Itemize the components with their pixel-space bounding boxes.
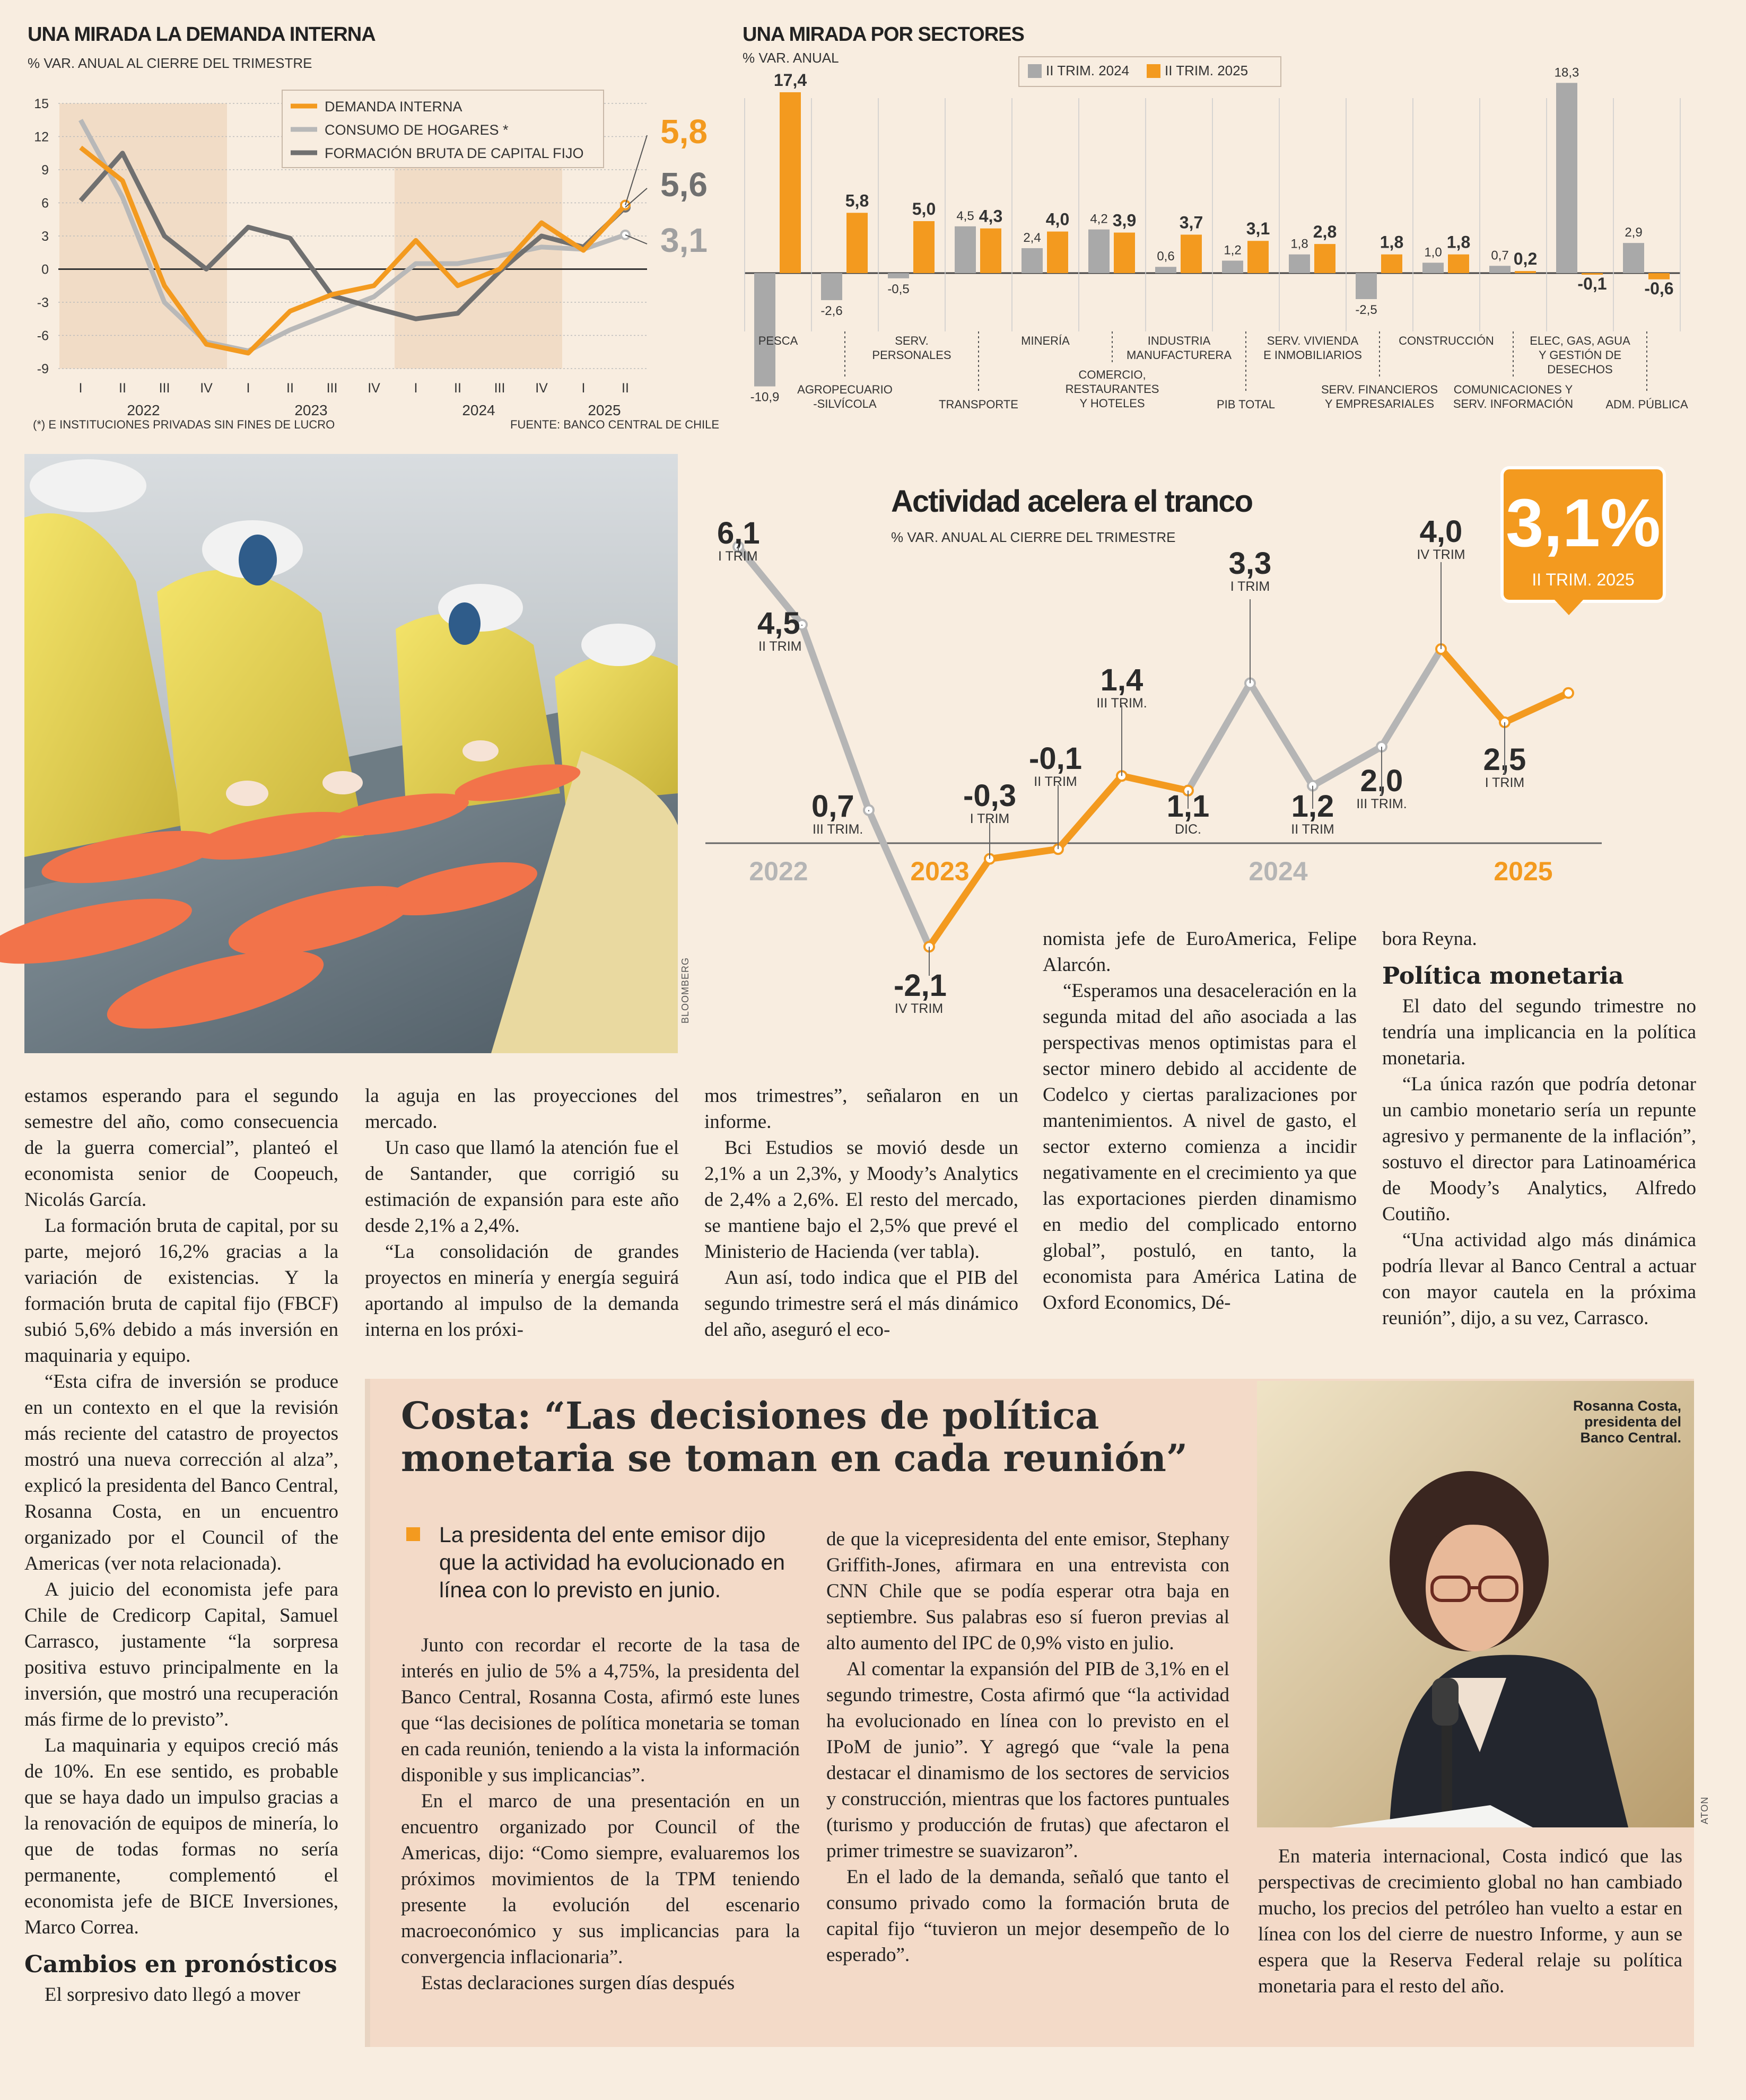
bar-2024 (1556, 83, 1577, 273)
activity-quarter-label: IV TRIM (1417, 547, 1465, 562)
end-leader (625, 235, 647, 244)
article-paragraph: la aguja en las proyecciones del mercado. (365, 1085, 679, 1133)
value-label-2024: 18,3 (1554, 65, 1579, 80)
photo-caption: Rosanna Costa, presidenta del Banco Central. (1573, 1398, 1681, 1446)
sector-label: PESCA (758, 334, 798, 347)
sidebar-column-2 (826, 1526, 1229, 1968)
highlight-value: 3,1% (1506, 485, 1661, 561)
y-tick-label: 9 (41, 163, 49, 178)
legend-label-2024: II TRIM. 2024 (1046, 63, 1130, 78)
value-label-2025: 3,1 (1246, 219, 1270, 239)
sector-label: COMERCIO, RESTAURANTES Y HOTELES (1065, 368, 1159, 410)
value-label-2025: 0,2 (1513, 249, 1538, 269)
demand-end-labels (625, 112, 708, 259)
activity-quarter-label: I TRIM (1485, 775, 1525, 790)
sector-label: PIB TOTAL (1216, 398, 1276, 411)
activity-quarter-label: I TRIM (1230, 579, 1270, 594)
sidebar-column-3 (1258, 1843, 1682, 1999)
x-tick-label: IV (200, 381, 213, 396)
demand-chart-title: UNA MIRADA LA DEMANDA INTERNA (28, 23, 376, 46)
activity-quarter-label: III TRIM. (813, 822, 863, 837)
activity-line-2025 (1441, 649, 1568, 722)
sector-label: SERV. VIVIENDA E INMOBILIARIOS (1263, 334, 1362, 362)
article-paragraph: “Una actividad algo más dinámica podría llevar al Banco Central a actuar con mayor cautela en la próxima reunión”, dijo, a su vez, Carrasco. (1382, 1229, 1696, 1329)
value-label-2024: 1,0 (1424, 245, 1442, 260)
activity-value-label: -2,1 (894, 968, 947, 1003)
activity-line-2024 (1188, 649, 1441, 791)
article-paragraph: mos trimestres”, señalaron en un informe. (704, 1085, 1018, 1133)
x-tick-label: IV (368, 381, 380, 396)
value-label-2024: -10,9 (750, 390, 780, 405)
article-column-2 (365, 1083, 679, 1343)
x-tick-label: I (246, 381, 250, 396)
year-label: 2023 (294, 402, 328, 418)
y-tick-label: -6 (37, 328, 49, 344)
value-label-2024: -2,6 (820, 303, 843, 318)
sector-label: ADM. PÚBLICA (1605, 398, 1688, 411)
sector-label: COMUNICACIONES Y SERV. INFORMACIÓN (1453, 383, 1574, 410)
y-tick-label: -3 (37, 295, 49, 310)
value-label-2024: 2,9 (1625, 225, 1643, 240)
activity-value-label: 2,5 (1483, 742, 1526, 777)
y-tick-label: 0 (41, 262, 49, 277)
y-tick-label: 12 (34, 129, 49, 145)
sector-label: AGROPECUARIO -SILVÍCOLA (797, 383, 893, 410)
bar-2025 (1515, 271, 1536, 273)
value-label-2024: 4,5 (956, 208, 974, 223)
article-column-1 (24, 1083, 338, 2008)
x-tick-label: II (119, 381, 126, 396)
bar-2024 (1222, 260, 1243, 273)
bar-2025 (1047, 232, 1068, 273)
value-label-2025: -0,6 (1644, 278, 1674, 298)
sidebar-paragraph: En el lado de la demanda, señaló que tanto el consumo privado como la formación bruta de capital fijo “tuvieron un mejor desempeño de lo esperado”. (826, 1866, 1229, 1966)
value-label-2025: 3,7 (1179, 213, 1203, 232)
costa-photo (1257, 1381, 1694, 1827)
article-paragraph: El sorpresivo dato llegó a mover (45, 1984, 300, 2006)
activity-value-label: 1,1 (1166, 789, 1210, 824)
sidebar-column-1 (401, 1632, 800, 1996)
demand-legend (282, 90, 604, 168)
y-tick-label: -9 (37, 362, 49, 377)
sector-bar-chart (737, 65, 1745, 435)
value-label-2025: -0,1 (1577, 274, 1607, 293)
end-leader (625, 188, 647, 207)
article-paragraph: El dato del segundo trimestre no tendría una implicancia en la política monetaria. (1382, 995, 1696, 1069)
x-tick-label: II (286, 381, 294, 396)
activity-value-label: 6,1 (717, 516, 760, 550)
bar-2025 (1181, 234, 1202, 273)
bar-2025 (1247, 241, 1269, 273)
activity-year-labels (749, 856, 1552, 886)
demand-chart-subtitle: % VAR. ANUAL AL CIERRE DEL TRIMESTRE (28, 55, 312, 71)
value-label-2024: 4,2 (1090, 212, 1108, 226)
value-label-2024: 2,4 (1023, 230, 1041, 245)
activity-highlight-box (1502, 468, 1664, 615)
costa-illustration (1257, 1381, 1694, 1827)
bar-2024 (1289, 255, 1310, 273)
article-paragraph: “Esperamos una desaceleración en la segunda mitad del año asociada a las perspectivas menos optimistas para el sector minero debido al accidente de Codelco y ciertas paralizaciones por mantenimientos. A nivel de gasto, el sector externo comienza a incidir negativamente en el crecimiento ya que las exportaciones pierden dinamismo en medio del complicado entorno global”, postuló, en tanto, la economista para América Latina de Oxford Economics, Dé- (1043, 980, 1357, 1314)
article-column-4 (1043, 926, 1357, 1316)
activity-quarter-label: IV TRIM (895, 1001, 944, 1016)
bar-2024 (955, 226, 976, 273)
value-label-2025: 4,3 (979, 206, 1003, 226)
value-label-2024: 0,7 (1491, 248, 1509, 263)
demand-line-chart (21, 80, 727, 418)
bar-2024 (1155, 267, 1176, 273)
article-paragraph: “Esta cifra de inversión se produce en un contexto en el que la revisión más reciente del catastro de proyectos mostró una nueva corrección al alza”, explicó la presidenta del Banco Central, Rosanna Costa, en un encuentro organizado por el Council of the Americas (ver nota relacionada). (24, 1371, 338, 1574)
article-paragraph: A juicio del economista jefe para Chile de Credicorp Capital, Samuel Carrasco, justamente “la sorpresa positiva estuvo principalmente en la inversión, que mostró una recuperación más firme de lo previsto”. (24, 1579, 338, 1730)
activity-quarter-label: II TRIM (758, 639, 802, 654)
highlight-label: II TRIM. 2025 (1532, 570, 1635, 589)
bar-2024 (821, 273, 842, 300)
bar-2025 (780, 92, 801, 273)
bar-2024 (1088, 230, 1110, 273)
value-label-2025: 3,9 (1112, 211, 1137, 230)
bar-2024 (1489, 266, 1511, 273)
legend-label-fbcf: FORMACIÓN BRUTA DE CAPITAL FIJO (325, 145, 584, 161)
article-paragraph: nomista jefe de EuroAmerica, Felipe Alarcón. (1043, 928, 1357, 976)
sidebar-lead-text: La presidenta del ente emisor dijo que la actividad ha evolucionado en línea con lo previsto en junio. (439, 1522, 785, 1602)
activity-value-label: 1,2 (1291, 789, 1334, 824)
article-paragraph: “La única razón que podría detonar un cambio monetario sería un repunte agresivo y permanente de la inflación”, sostuvo el director para Latinoamérica de Moody’s Analytics, Alfredo Coutiño. (1382, 1073, 1696, 1225)
activity-quarter-label: II TRIM (1034, 774, 1077, 789)
activity-value-label: 4,0 (1419, 514, 1463, 549)
end-value-label: 3,1 (660, 221, 708, 259)
value-label-2024: -2,5 (1355, 303, 1377, 317)
activity-chart-title: Actividad acelera el tranco (891, 484, 1252, 519)
article-paragraph: Aun así, todo indica que el PIB del segundo trimestre será el más dinámico del año, aseguró el eco- (704, 1267, 1018, 1341)
sector-label: SERV. PERSONALES (872, 334, 951, 362)
bar-2024 (1623, 243, 1644, 273)
value-label-2025: 4,0 (1045, 209, 1070, 229)
activity-value-label: 1,4 (1100, 663, 1143, 697)
bar-2025 (846, 213, 868, 273)
sidebar-paragraph: En materia internacional, Costa indicó que las perspectivas de crecimiento global no han cambiado mucho, los precios del petróleo han vuelto a estar en línea con los del cierre de nuestro Informe, y aun se espera que la Reserva Federal relaje su política monetaria para el resto del año. (1258, 1845, 1682, 1997)
article-paragraph: “La consolidación de grandes proyectos en minería y energía seguirá aportando al impulso de la demanda interna en los próxi- (365, 1241, 679, 1341)
sector-label: SERV. FINANCIEROS Y EMPRESARIALES (1321, 383, 1438, 410)
value-label-2024: 0,6 (1157, 249, 1175, 264)
bar-2025 (1381, 255, 1402, 273)
salmon-plant-photo (24, 454, 678, 1053)
year-label: 2024 (462, 402, 495, 418)
section-heading-politica: Política monetaria (1382, 962, 1624, 990)
x-tick-label: III (494, 381, 505, 396)
x-tick-label: I (414, 381, 418, 396)
activity-year-label: 2025 (1494, 856, 1553, 886)
sidebar-paragraph: de que la vicepresidenta del ente emisor, Stephany Griffith-Jones, afirmara en una entrevista con CNN Chile que se podía esperar otra baja en septiembre. Sus palabras eso sí fueron previas al alto aumento del IPC de 0,9% visto en julio. (826, 1528, 1229, 1654)
x-tick-label: I (581, 381, 586, 396)
bar-2025 (1314, 244, 1335, 273)
lead-bullet-icon (406, 1527, 420, 1541)
value-label-2025: 1,8 (1380, 232, 1404, 252)
activity-year-label: 2024 (1249, 856, 1308, 886)
end-value-label: 5,6 (660, 165, 708, 204)
article-paragraph: Bci Estudios se movió desde un 2,1% a un 2,3%, y Moody’s Analytics de 2,4% a 2,6%. El resto del mercado, se mantiene bajo el 2,5% que prevé el Ministerio de Hacienda (ver tabla). (704, 1137, 1018, 1263)
value-label-2025: 17,4 (773, 70, 807, 90)
demand-source: FUENTE: BANCO CENTRAL DE CHILE (510, 418, 720, 431)
activity-value-label: -0,1 (1029, 741, 1082, 776)
sector-chart-title: UNA MIRADA POR SECTORES (743, 23, 1024, 46)
value-label-2025: 2,8 (1313, 222, 1337, 242)
sidebar-box (365, 1379, 1265, 2047)
bar-2025 (980, 229, 1001, 273)
legend-label-demanda: DEMANDA INTERNA (325, 99, 462, 115)
activity-quarter-label: III TRIM. (1356, 797, 1407, 811)
article-paragraph: La formación bruta de capital, por su parte, mejoró 16,2% gracias a la variación de existencias. Y la formación bruta de capital fijo (FBCF) subió 5,6% debido a más inversión en maquinaria y equipo. (24, 1215, 338, 1367)
bar-2024 (1356, 273, 1377, 299)
article-paragraph: estamos esperando para el segundo semestre del año, como consecuencia de la guerra comercial”, planteó el economista senior de Coopeuch, Nicolás García. (24, 1085, 338, 1211)
sector-chart-subtitle: % VAR. ANUAL (743, 50, 839, 66)
article-paragraph: Un caso que llamó la atención fue el de Santander, que corrigió su estimación de expansión para este año desde 2,1% a 2,4%. (365, 1137, 679, 1237)
activity-value-label: -0,3 (963, 778, 1016, 813)
legend-label-consumo: CONSUMO DE HOGARES * (325, 122, 509, 138)
bar-2025 (913, 221, 935, 273)
article-column-5 (1382, 926, 1696, 1331)
value-label-2025: 5,0 (912, 199, 936, 218)
demand-x-labels (79, 381, 629, 418)
sidebar-paragraph: En el marco de una presentación en un encuentro organizado por Council of the Americas, dijo: “Como siempre, evaluaremos los próximos movimientos de la TPM teniendo presente la evolución del escenario macroeconómico y sus implicancias para la convergencia inflacionaria”. (401, 1790, 800, 1968)
x-tick-label: I (78, 381, 83, 396)
article-paragraph: bora Reyna. (1382, 928, 1477, 950)
value-label-2024: 1,8 (1290, 237, 1308, 251)
activity-series (734, 542, 1573, 951)
sidebar-title: Costa: “Las decisiones de política monetaria se toman en cada reunión” (401, 1394, 1188, 1480)
legend-label-2025: II TRIM. 2025 (1165, 63, 1249, 78)
sector-label: CONSTRUCCIÓN (1399, 334, 1494, 347)
sidebar-paragraph: Al comentar la expansión del PIB de 3,1% en el segundo trimestre, Costa afirmó que “la actividad ha evolucionado en línea con lo previsto en el IPoM de junio”. Y agregó que “vale la pena destacar el dinamismo de los sectores de servicios y construcción, mientras que los factores puntuales (turismo y producción de frutas) que afectaron el primer trimestre se suavizaron”. (826, 1658, 1229, 1862)
value-label-2025: 5,8 (845, 191, 869, 211)
demand-footnote: (*) E INSTITUCIONES PRIVADAS SIN FINES DE LUCRO (33, 418, 335, 431)
bar-2025 (1114, 233, 1135, 273)
sidebar-paragraph: Estas declaraciones surgen días después (421, 1972, 735, 1994)
sidebar-paragraph: Junto con recordar el recorte de la tasa de interés en julio de 5% a 4,75%, la presidenta del Banco Central, Rosanna Costa, afirmó este lunes que “las decisiones de política monetaria se toman en cada reunión, teniendo a la vista la información disponible y sus implicancias”. (401, 1634, 800, 1786)
article-paragraph: La maquinaria y equipos creció más de 10%. En ese sentido, es probable que se haya dado un impulso gracias a la renovación de equipos de minería, lo que de todas formas no sería permanente, complementó el economista jefe de BICE Inversiones, Marco Correa. (24, 1735, 338, 1938)
costa-photo-credit: ATON (1699, 1796, 1710, 1824)
value-label-2024: 1,2 (1224, 243, 1242, 258)
activity-point (1564, 688, 1573, 698)
sector-label: TRANSPORTE (939, 398, 1018, 411)
value-label-2025: 1,8 (1446, 232, 1471, 252)
x-tick-label: IV (535, 381, 548, 396)
activity-year-label: 2022 (749, 856, 808, 886)
activity-value-label: 0,7 (811, 789, 854, 824)
article-column-3 (704, 1083, 1018, 1343)
x-tick-label: III (159, 381, 170, 396)
year-label: 2022 (127, 402, 160, 418)
activity-quarter-label: III TRIM. (1096, 696, 1147, 711)
sidebar-lead (406, 1521, 788, 1604)
sector-label: MINERÍA (1021, 334, 1070, 347)
y-tick-label: 15 (34, 97, 49, 111)
end-leader (625, 135, 647, 205)
activity-quarter-label: DIC. (1175, 822, 1201, 837)
bar-2024 (1022, 248, 1043, 273)
photo-illustration (24, 454, 678, 1053)
bar-2024 (754, 273, 775, 387)
activity-value-label: 3,3 (1228, 546, 1272, 581)
sector-label: INDUSTRIA MANUFACTURERA (1126, 334, 1232, 362)
sector-label: ELEC, GAS, AGUA Y GESTIÓN DE DESECHOS (1530, 334, 1630, 376)
value-label-2024: -0,5 (887, 282, 910, 296)
y-tick-label: 6 (41, 196, 49, 211)
activity-quarter-label: I TRIM (718, 549, 758, 564)
activity-year-label: 2023 (910, 856, 970, 886)
x-tick-label: II (622, 381, 629, 396)
activity-value-label: 4,5 (757, 606, 800, 641)
sector-bars (745, 65, 1688, 411)
activity-chart-subtitle: % VAR. ANUAL AL CIERRE DEL TRIMESTRE (891, 529, 1176, 545)
activity-quarter-label: I TRIM (970, 811, 1010, 826)
end-value-label: 5,8 (660, 112, 708, 151)
photo-credit: BLOOMBERG (680, 957, 691, 1023)
y-tick-label: 3 (41, 229, 49, 244)
bar-2024 (1422, 262, 1444, 273)
bar-2024 (888, 273, 909, 278)
bar-2025 (1448, 255, 1469, 273)
section-heading-cambios: Cambios en pronósticos (24, 1951, 337, 1978)
x-tick-label: III (326, 381, 338, 396)
activity-value-label: 2,0 (1360, 764, 1403, 798)
year-label: 2025 (588, 402, 621, 418)
x-tick-label: II (454, 381, 461, 396)
activity-quarter-label: II TRIM (1291, 822, 1334, 837)
